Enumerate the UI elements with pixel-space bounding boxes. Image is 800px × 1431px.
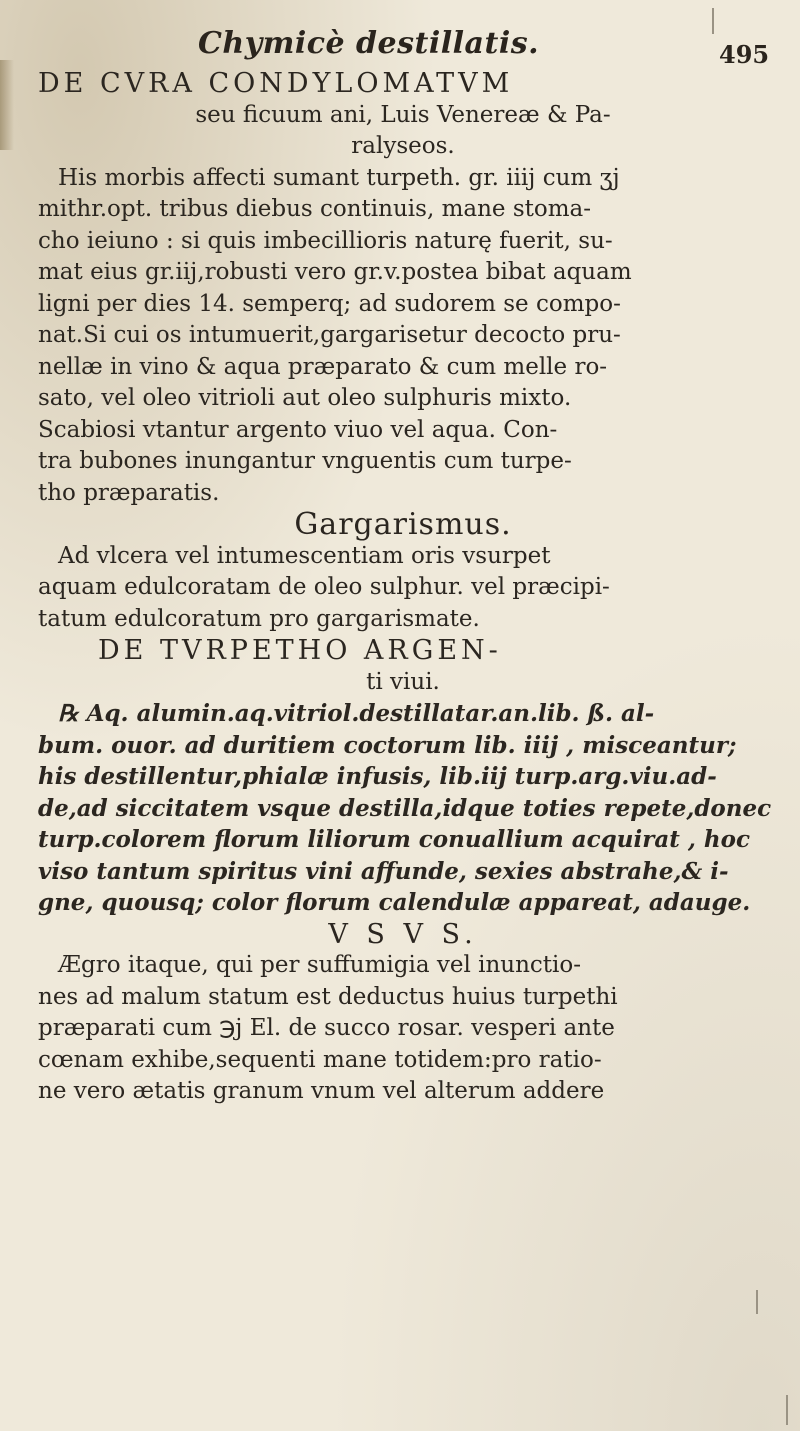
- text-line: mithr.opt. tribus diebus continuis, mane stoma-: [38, 196, 592, 222]
- text-line: cho ieiuno : si quis imbecillioris naturę fuerit, su-: [38, 227, 613, 254]
- text-line: ℞ Aq. alumin.aq.vitriol.destillatar.an.lib. ß. al-: [58, 700, 655, 727]
- page-stain: [0, 60, 14, 150]
- text-line: nat.Si cui os intumuerit,gargarisetur decocto pru-: [38, 322, 621, 348]
- text-line: ralyseos.: [351, 133, 455, 159]
- text-line: Ad vlcera vel intumescentiam oris vsurpet: [58, 542, 551, 569]
- text-line: Gargarismus.: [294, 507, 512, 542]
- text-line: aquam edulcoratam de oleo sulphur. vel præcipi-: [38, 574, 610, 600]
- text-line: ligni per dies 14. semperq; ad sudorem se compo-: [38, 290, 621, 317]
- text-line: tho præparatis.: [38, 479, 220, 506]
- text-line: bum. ouor. ad duritiem coctorum lib. iiij , misceantur;: [38, 731, 737, 759]
- text-line: præparati cum ℈j El. de succo rosar. vesperi ante: [38, 1015, 615, 1041]
- text-line: tatum edulcoratum pro gargarismate.: [38, 605, 480, 632]
- page-number: 495: [719, 40, 770, 69]
- page-body-text: [38, 68, 772, 1108]
- text-line: viso tantum spiritus vini affunde, sexies abstrahe,& i-: [38, 857, 729, 885]
- text-line: ne vero ætatis granum vnum vel alterum addere: [38, 1078, 605, 1104]
- text-line: Scabiosi vtantur argento viuo vel aqua. Con-: [38, 416, 558, 443]
- text-line: sato, vel oleo vitrioli aut oleo sulphuris mixto.: [38, 385, 572, 411]
- text-line: gne, quousq; color florum calendulæ appareat, adauge.: [38, 889, 751, 916]
- text-line: cœnam exhibe,sequenti mane totidem:pro ratio-: [38, 1046, 602, 1073]
- text-line: seu ficuum ani, Luis Venereæ & Pa-: [195, 101, 611, 128]
- text-line: de,ad siccitatem vsque destilla,idque toties repete,donec: [38, 794, 772, 822]
- text-line: turp.colorem florum liliorum conuallium acquirat , hoc: [38, 826, 750, 853]
- text-line: DE CVRA CONDYLOMATVM: [38, 68, 514, 99]
- text-line: Ægro itaque, qui per suffumigia vel inunctio-: [58, 952, 582, 978]
- margin-mark: [786, 1395, 788, 1425]
- text-line: his destillentur,phialæ infusis, lib.iij turp.arg.viu.ad-: [38, 763, 717, 790]
- page-header: [0, 26, 800, 70]
- text-line: tra bubones inungantur vnguentis cum turpe-: [38, 448, 572, 474]
- running-title: Chymicè destillatis.: [198, 26, 540, 61]
- margin-mark: [756, 1290, 758, 1314]
- text-line: ti viui.: [366, 668, 440, 695]
- text-line: DE TVRPETHO ARGEN-: [98, 635, 502, 666]
- text-line: nellæ in vino & aqua præparato & cum melle ro-: [38, 353, 608, 380]
- text-line: V S V S.: [328, 918, 478, 950]
- text-line: nes ad malum statum est deductus huius turpethi: [38, 983, 618, 1010]
- text-line: mat eius gr.iij,robusti vero gr.v.postea bibat aquam: [38, 259, 632, 285]
- text-line: His morbis affecti sumant turpeth. gr. iiij cum ʒj: [58, 164, 620, 191]
- margin-mark: [712, 8, 714, 34]
